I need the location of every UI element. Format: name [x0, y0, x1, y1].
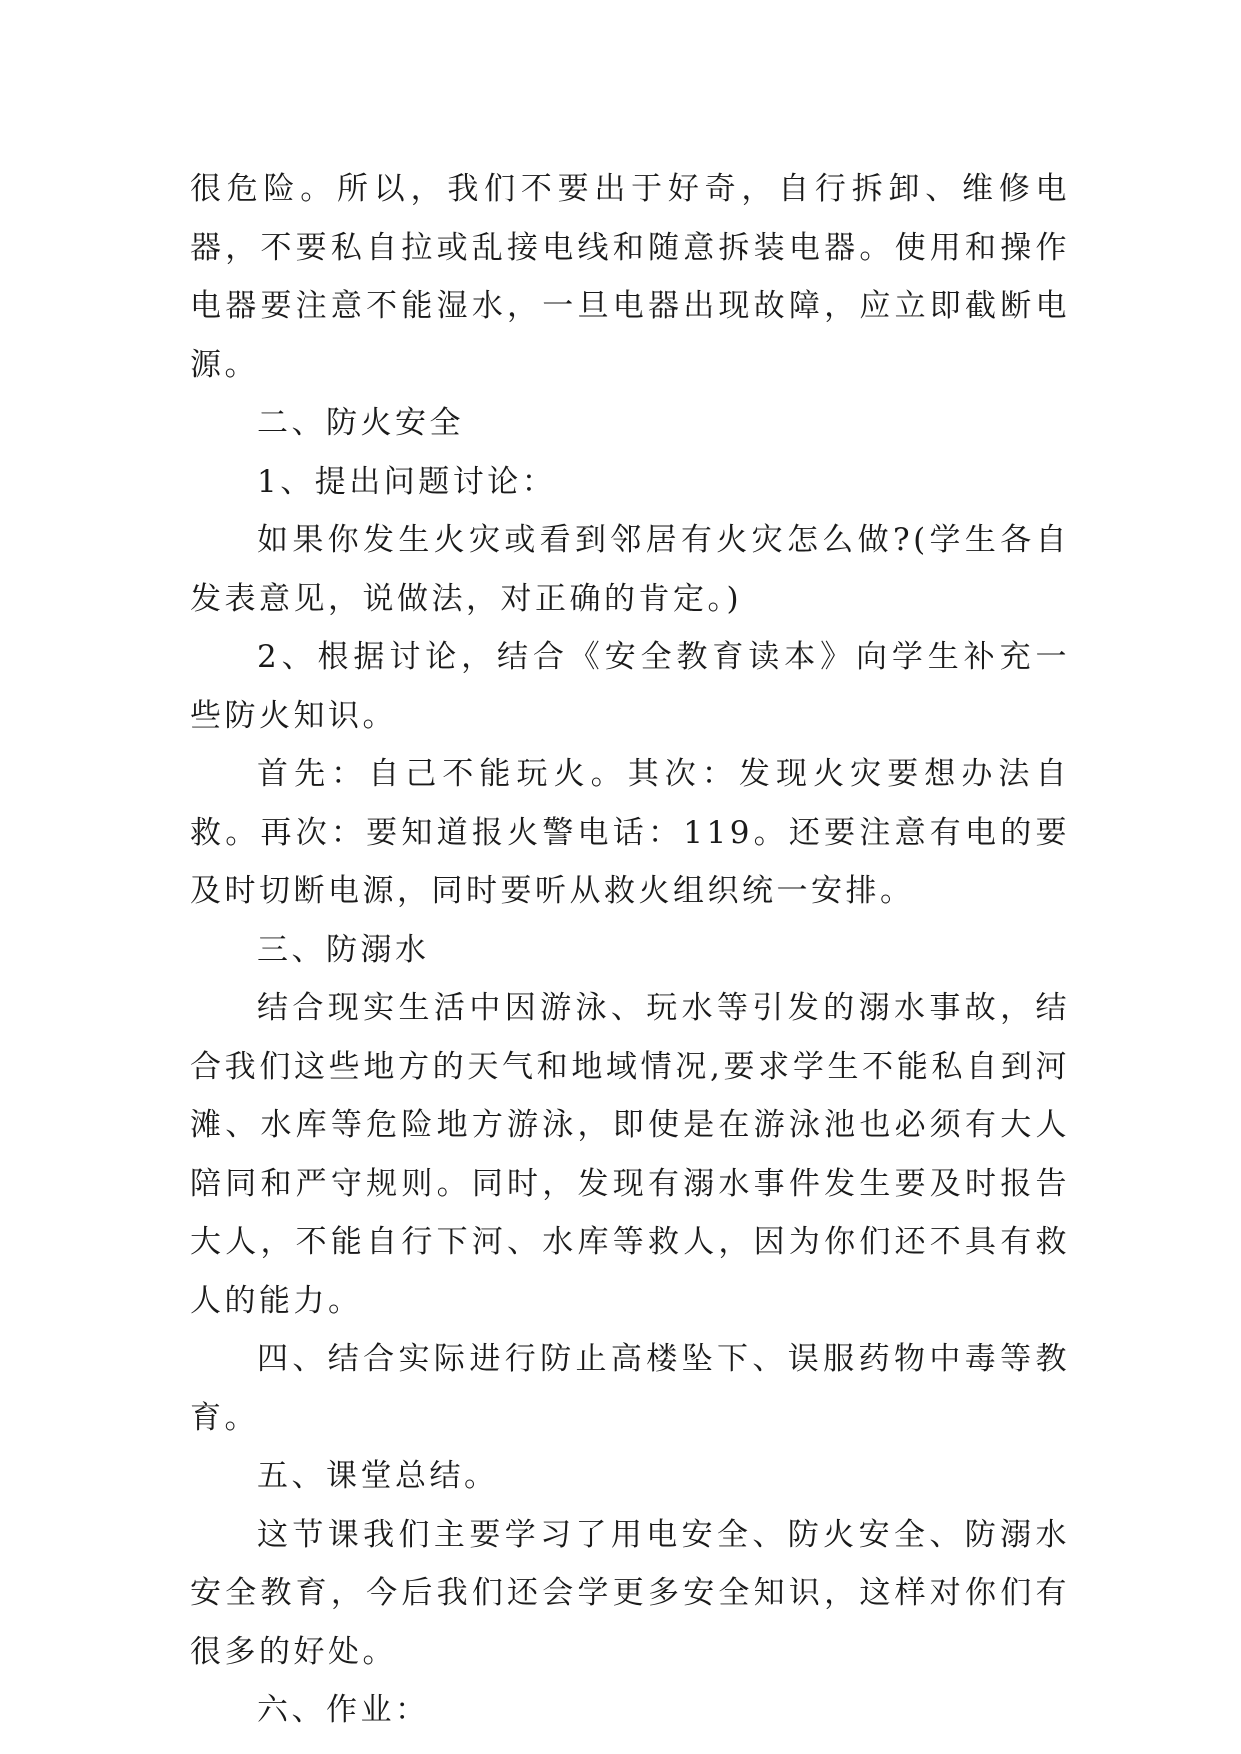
paragraph-summary: 这节课我们主要学习了用电安全、防火安全、防溺水安全教育，今后我们还会学更多安全知识，这样对你们有很多的好处。	[190, 1516, 1070, 1670]
heading-other-education: 四、结合实际进行防止高楼坠下、误服药物中毒等教育。	[190, 1341, 1070, 1436]
heading-fire-safety: 二、防火安全	[257, 405, 464, 441]
document-body	[190, 160, 1070, 1740]
heading-homework: 六、作业：	[257, 1692, 430, 1728]
paragraph-fire-steps: 首先：自己不能玩火。其次：发现火灾要想办法自救。再次：要知道报火警电话：119。还要注意有电的要及时切断电源，同时要听从救火组织统一安排。	[190, 756, 1070, 909]
paragraph-fire-question: 如果你发生火灾或看到邻居有火灾怎么做?(学生各自发表意见，说做法，对正确的肯定。)	[190, 522, 1070, 617]
heading-class-summary: 五、课堂总结。	[257, 1458, 499, 1494]
heading-drowning-prevention: 三、防溺水	[257, 931, 430, 968]
heading-discussion: 1、提出问题讨论：	[257, 463, 557, 500]
paragraph-fire-knowledge: 2、根据讨论，结合《安全教育读本》向学生补充一些防火知识。	[190, 639, 1070, 734]
paragraph-drowning: 结合现实生活中因游泳、玩水等引发的溺水事故，结合我们这些地方的天气和地域情况,要求学生不能私自到河滩、水库等危险地方游泳，即使是在游泳池也必须有大人陪同和严守规则。同时，发现有溺水事件发生要及时报告大人，不能自行下河、水库等救人，因为你们还不具有救人的能力。	[190, 990, 1070, 1319]
paragraph-electric-safety-tail: 很危险。所以，我们不要出于好奇，自行拆卸、维修电器，不要私自拉或乱接电线和随意拆装电器。使用和操作电器要注意不能湿水，一旦电器出现故障，应立即截断电源。	[190, 171, 1070, 383]
